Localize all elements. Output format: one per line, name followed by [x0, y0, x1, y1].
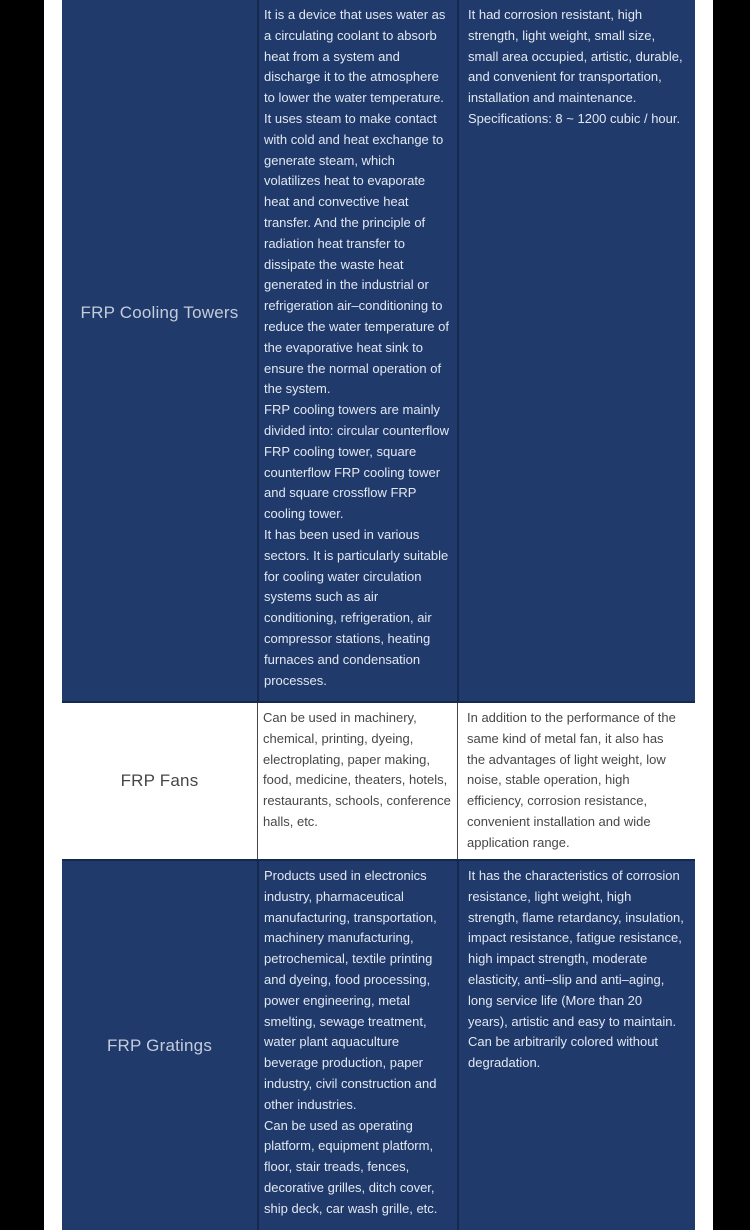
- table-row-frp-fans: [62, 701, 695, 861]
- product-name-cell: [62, 861, 257, 1230]
- product-description-cell: [257, 861, 457, 1230]
- features-paragraph: In addition to the performance of the same kind of metal fan, it also has the advantages of light weight, low noise, stable operation, high efficiency, corrosion resistance, convenient installation and wide application range.: [467, 710, 676, 850]
- features-paragraph: It has the characteristics of corrosion resistance, light weight, high strength, flame retardancy, insulation, impact resistance, fatigue resistance, high impact strength, moderate elasticity, anti–slip and anti–aging, long service life (More than 20 years), artistic and easy to maintain.: [468, 868, 684, 1029]
- left-black-bar: [0, 0, 44, 1230]
- product-name-cell: [62, 0, 257, 701]
- right-black-bar: [713, 0, 750, 1230]
- product-name-cell: [62, 703, 257, 859]
- description-paragraph: Products used in electronics industry, pharmaceutical manufacturing, transportation, machinery manufacturing, petrochemical, textile printing and dyeing, food processing, power engineering, metal smelting, sewage treatment, water plant aquaculture beverage production, paper industry, civil construction and other industries.: [264, 868, 437, 1112]
- description-paragraph: Can be used in machinery, chemical, printing, dyeing, electroplating, paper making, food, medicine, theaters, hotels, restaurants, schools, conference halls, etc.: [263, 710, 451, 829]
- table-row-frp-cooling-towers: [62, 0, 695, 701]
- description-paragraph: It has been used in various sectors. It is particularly suitable for cooling water circulation systems such as air conditioning, refrigeration, air compressor stations, heating furnaces and condensation processes.: [264, 526, 449, 688]
- description-paragraph: FRP cooling towers are mainly divided into: circular counterflow FRP cooling tower, square counterflow FRP cooling tower and square crossflow FRP cooling tower.: [264, 402, 449, 522]
- product-name: FRP Fans: [120, 771, 199, 790]
- features-paragraph: Can be arbitrarily colored without degradation.: [468, 1034, 659, 1071]
- product-comparison-table: [62, 0, 695, 1230]
- product-features-cell: [457, 703, 695, 859]
- product-features-cell: [457, 0, 695, 701]
- table-row-frp-gratings: [62, 861, 695, 1230]
- features-paragraph: It had corrosion resistant, high strength, light weight, small size, small area occupied, artistic, durable, and convenient for transportation, installation and maintenance. Specifications: 8 ~ 1200 cubic / hour.: [468, 7, 683, 126]
- product-features-cell: [457, 861, 695, 1230]
- product-name: FRP Gratings: [106, 1035, 213, 1055]
- description-paragraph: Can be used as operating platform, equipment platform, floor, stair treads, fences, decorative grilles, ditch cover, ship deck, car wash grille, etc.: [264, 1117, 438, 1216]
- product-name: FRP Cooling Towers: [80, 302, 239, 322]
- description-paragraph: It is a device that uses water as a circulating coolant to absorb heat from a system and discharge it to the atmosphere to lower the water temperature. It uses steam to make contact with cold and heat exchange to generate steam, which volatilizes heat to evaporate heat and convective heat transfer. And the principle of radiation heat transfer to dissipate the waste heat generated in the industrial or refrigeration air–conditioning to reduce the water temperature of the evaporative heat sink to ensure the normal operation of the system.: [264, 7, 449, 397]
- product-description-cell: [257, 0, 457, 701]
- product-description-cell: [257, 703, 457, 859]
